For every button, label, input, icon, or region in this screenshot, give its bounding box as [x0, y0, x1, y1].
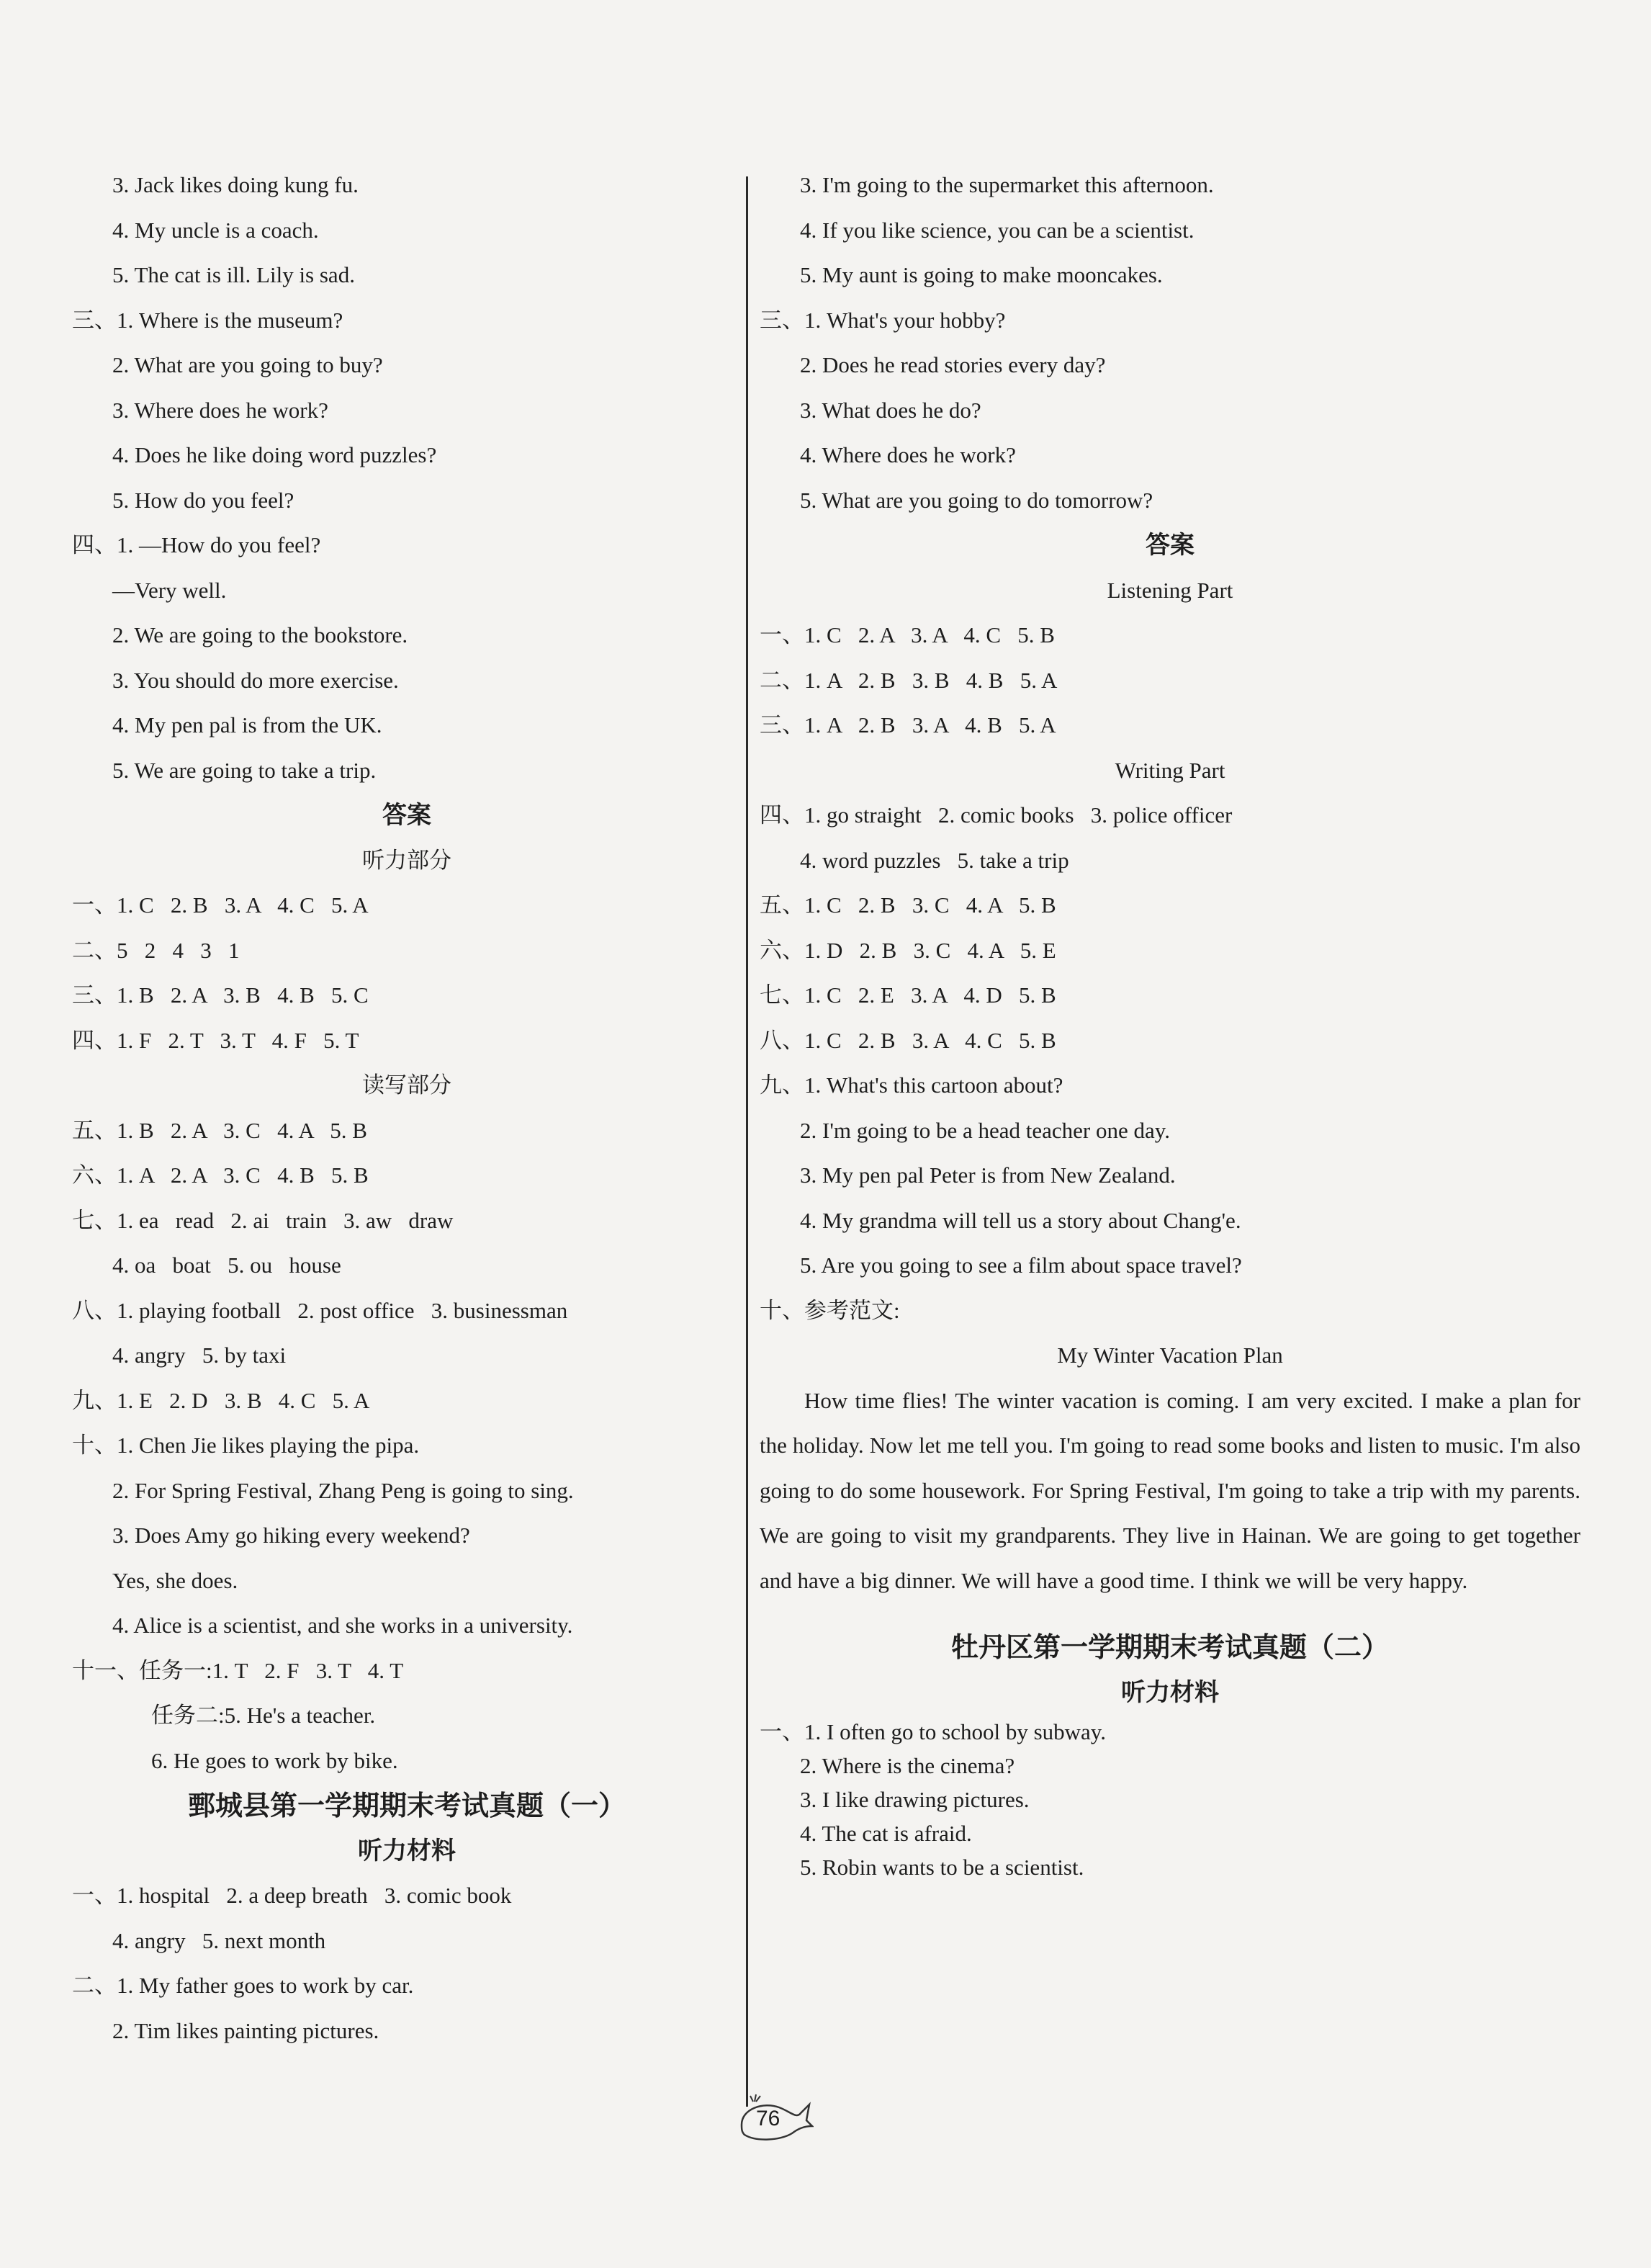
- listening-list: [760, 1715, 1580, 1884]
- left-column: [72, 163, 742, 2053]
- text-line: 四、1. —How do you feel?: [72, 532, 321, 557]
- answer-line: 5. Are you going to see a film about space travel?: [800, 1252, 1242, 1278]
- text-line: 4. The cat is afraid.: [800, 1821, 972, 1846]
- page-number: [734, 2089, 814, 2146]
- answer-line: 任务二:5. He's a teacher.: [151, 1703, 376, 1728]
- text-line: 4. My uncle is a coach.: [112, 217, 319, 243]
- answer-line: 4. word puzzles 5. take a trip: [800, 847, 1069, 873]
- text-line: —Very well.: [112, 577, 227, 603]
- text-line: 2. What are you going to buy?: [112, 352, 383, 377]
- exam-title: 鄄城县第一学期期末考试真题（一）: [187, 1790, 626, 1821]
- exam-title: 牡丹区第一学期期末考试真题（二）: [950, 1631, 1389, 1663]
- text-line: 一、1. hospital 2. a deep breath 3. comic book: [72, 1883, 512, 1908]
- answer-line: 五、1. C 2. B 3. C 4. A 5. B: [760, 892, 1056, 918]
- text-line: 2. Tim likes painting pictures.: [112, 2017, 379, 2043]
- answer-line: 十、1. Chen Jie likes playing the pipa.: [72, 1433, 420, 1458]
- page-number-text: 76: [756, 2107, 780, 2130]
- answer-line: 2. I'm going to be a head teacher one day.: [800, 1117, 1171, 1143]
- answer-line: 4. Alice is a scientist, and she works in a university.: [112, 1613, 573, 1638]
- essay-title: My Winter Vacation Plan: [1057, 1343, 1283, 1368]
- text-line: 5. What are you going to do tomorrow?: [800, 487, 1153, 513]
- text-line: 二、1. My father goes to work by car.: [72, 1973, 414, 1998]
- section-heading: 答案: [382, 801, 431, 830]
- text-line: 5. Robin wants to be a scientist.: [800, 1855, 1084, 1880]
- answer-line: 六、1. A 2. A 3. C 4. B 5. B: [72, 1162, 369, 1188]
- text-line: 2. We are going to the bookstore.: [112, 622, 408, 647]
- answer-line: 4. oa boat 5. ou house: [112, 1252, 341, 1278]
- subsection-heading: Writing Part: [1115, 757, 1225, 783]
- answer-line: 七、1. C 2. E 3. A 4. D 5. B: [760, 982, 1056, 1008]
- text-line: 3. You should do more exercise.: [112, 667, 399, 693]
- answer-line: 二、5 2 4 3 1: [72, 937, 240, 963]
- text-line: 5. The cat is ill. Lily is sad.: [112, 262, 355, 287]
- answer-line: 四、1. go straight 2. comic books 3. police officer: [760, 802, 1233, 828]
- text-line: 4. My pen pal is from the UK.: [112, 712, 382, 738]
- essay-paragraph: How time flies! The winter vacation is coming. I am very excited. I make a plan for the holiday. Now let me tell you. I'm going to read some books and listen to music. I'm also going to do some housework. For Spring Festival, I'm going to take a trip with my parents. We are going to visit my grandparents. They live in Hainan. We are going to get together and have a big dinner. We will have a good time. I think we will be very happy.: [760, 1387, 1580, 1593]
- text-line: 3. I'm going to the supermarket this afternoon.: [800, 172, 1214, 197]
- answer-line: 4. angry 5. by taxi: [112, 1343, 287, 1368]
- answer-line: 一、1. C 2. A 3. A 4. C 5. B: [760, 622, 1055, 647]
- answer-line: 十、参考范文:: [760, 1297, 900, 1323]
- text-line: 5. We are going to take a trip.: [112, 757, 377, 783]
- text-line: 5. My aunt is going to make mooncakes.: [800, 262, 1163, 287]
- answer-line: 七、1. ea read 2. ai train 3. aw draw: [72, 1207, 454, 1233]
- text-line: 4. If you like science, you can be a scientist.: [800, 217, 1195, 243]
- text-line: 一、1. I often go to school by subway.: [760, 1719, 1107, 1744]
- subsection-heading: Listening Part: [1107, 577, 1233, 603]
- text-line: 4. Where does he work?: [800, 442, 1016, 467]
- text-line: 3. What does he do?: [800, 397, 981, 423]
- right-column: [760, 163, 1580, 1884]
- answer-line: 三、1. A 2. B 3. A 4. B 5. A: [760, 712, 1056, 738]
- text-line: 2. Does he read stories every day?: [800, 352, 1106, 377]
- section-heading: 听力材料: [1121, 1677, 1219, 1707]
- answer-line: Yes, she does.: [112, 1567, 238, 1593]
- answer-line: 五、1. B 2. A 3. C 4. A 5. B: [72, 1117, 367, 1143]
- answer-line: 3. Does Amy go hiking every weekend?: [112, 1523, 470, 1548]
- subsection-heading: 听力部分: [362, 847, 451, 873]
- answer-line: 六、1. D 2. B 3. C 4. A 5. E: [760, 937, 1056, 963]
- text-line: 4. angry 5. next month: [112, 1927, 326, 1953]
- answer-line: 6. He goes to work by bike.: [151, 1747, 398, 1773]
- text-line: 三、1. Where is the museum?: [72, 307, 343, 333]
- text-line: 4. Does he like doing word puzzles?: [112, 442, 437, 467]
- answer-line: 一、1. C 2. B 3. A 4. C 5. A: [72, 892, 369, 918]
- answer-line: 四、1. F 2. T 3. T 4. F 5. T: [72, 1027, 359, 1053]
- text-line: 5. How do you feel?: [112, 487, 294, 513]
- column-divider: [746, 176, 748, 2107]
- answer-line: 3. My pen pal Peter is from New Zealand.: [800, 1162, 1176, 1188]
- text-line: 3. Jack likes doing kung fu.: [112, 172, 359, 197]
- text-line: 2. Where is the cinema?: [800, 1753, 1015, 1778]
- answer-line: 十一、任务一:1. T 2. F 3. T 4. T: [72, 1657, 404, 1683]
- answer-line: 三、1. B 2. A 3. B 4. B 5. C: [72, 982, 369, 1008]
- answer-line: 4. My grandma will tell us a story about Chang'e.: [800, 1207, 1241, 1233]
- section-heading: 答案: [1146, 531, 1195, 560]
- text-line: 3. Where does he work?: [112, 397, 328, 423]
- section-heading: 听力材料: [358, 1836, 456, 1865]
- text-line: 3. I like drawing pictures.: [800, 1787, 1030, 1812]
- subsection-heading: 读写部分: [362, 1072, 451, 1098]
- answer-line: 2. For Spring Festival, Zhang Peng is going to sing.: [112, 1477, 574, 1503]
- answer-line: 八、1. playing football 2. post office 3. businessman: [72, 1297, 568, 1323]
- text-line: 三、1. What's your hobby?: [760, 307, 1006, 333]
- answer-line: 八、1. C 2. B 3. A 4. C 5. B: [760, 1027, 1056, 1053]
- answer-line: 九、1. E 2. D 3. B 4. C 5. A: [72, 1387, 370, 1413]
- answer-line: 二、1. A 2. B 3. B 4. B 5. A: [760, 667, 1058, 693]
- answer-line: 九、1. What's this cartoon about?: [760, 1072, 1063, 1098]
